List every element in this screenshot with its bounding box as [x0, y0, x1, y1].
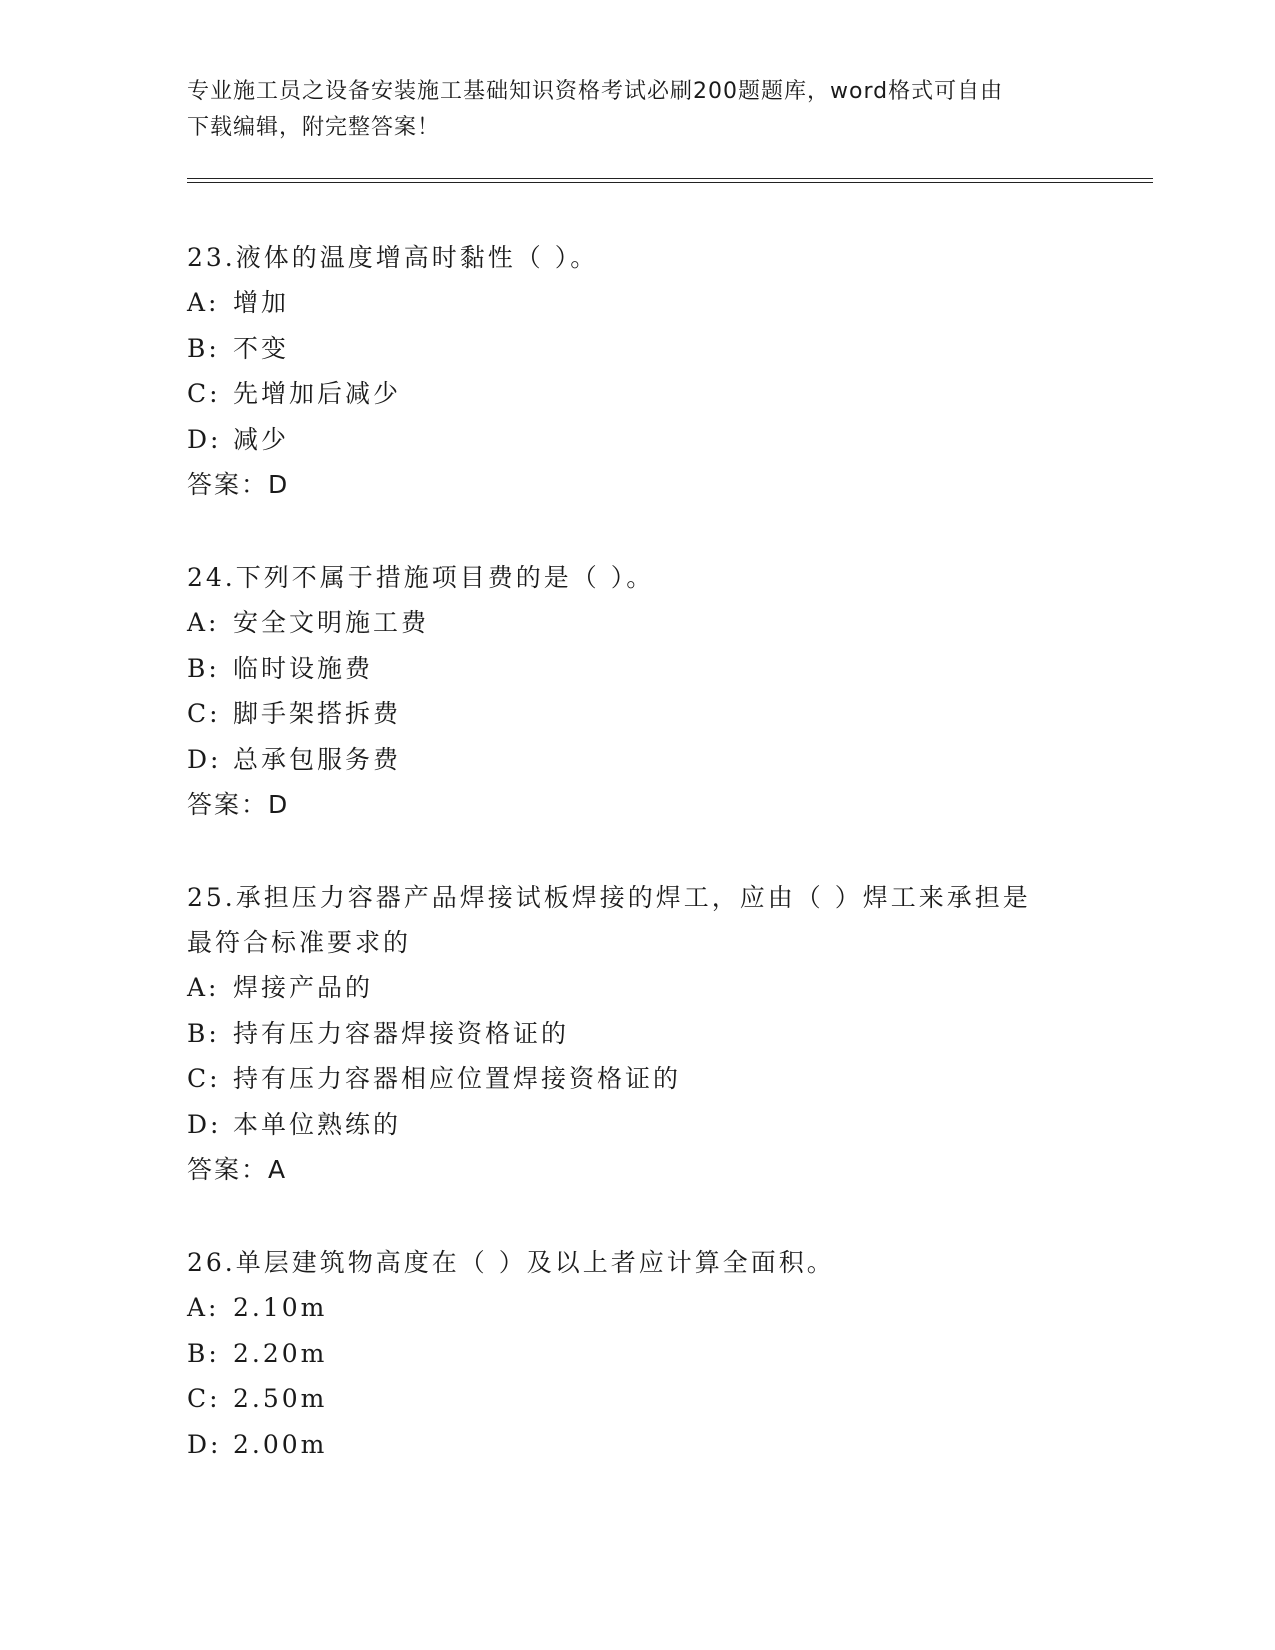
option-text: 2.10m [233, 1293, 328, 1322]
option-label: D: [187, 424, 222, 454]
option-a [187, 600, 1087, 646]
option-label: B: [187, 333, 220, 363]
option-d [187, 737, 1087, 783]
option-text: 2.00m [233, 1429, 328, 1459]
option-c [187, 1376, 1087, 1422]
question-26 [187, 1240, 1087, 1467]
option-label: D: [187, 1429, 222, 1459]
option-label: D: [187, 1109, 222, 1139]
question-text: 24.下列不属于措施项目费的是（ ）。 [187, 563, 655, 592]
option-b [187, 326, 1087, 372]
option-b [187, 1331, 1087, 1377]
option-label: D: [187, 744, 222, 774]
option-text: 临时设施费 [233, 653, 374, 683]
option-text: 不变 [233, 333, 290, 363]
option-label: A: [187, 608, 220, 637]
option-text: 2.20m [233, 1338, 328, 1368]
option-c [187, 1056, 1087, 1102]
header-line-2: 下载编辑，附完整答案！ [187, 115, 441, 140]
option-c [187, 691, 1087, 737]
option-text: 焊接产品的 [233, 973, 374, 1002]
option-label: A: [187, 1293, 220, 1322]
option-text: 脚手架搭拆费 [233, 699, 402, 728]
option-text: 本单位熟练的 [233, 1109, 402, 1139]
option-b [187, 1011, 1087, 1057]
option-label: C: [187, 1064, 221, 1093]
option-text: 安全文明施工费 [233, 608, 430, 637]
document-header [187, 74, 1087, 146]
option-a [187, 1285, 1087, 1331]
option-text: 持有压力容器相应位置焊接资格证的 [233, 1064, 682, 1093]
option-c [187, 371, 1087, 417]
option-text: 2.50m [233, 1384, 328, 1413]
question-text-line-1: 25.承担压力容器产品焊接试板焊接的焊工，应由（ ）焊工来承担是 [187, 883, 1031, 912]
header-divider-top [187, 178, 1153, 179]
option-a [187, 965, 1087, 1011]
question-23 [187, 235, 1087, 507]
option-d [187, 1422, 1087, 1468]
option-label: B: [187, 653, 220, 683]
question-text-line-2: 最符合标准要求的 [187, 928, 412, 957]
header-line-1: 专业施工员之设备安装施工基础知识资格考试必刷200题题库，word格式可自由 [187, 79, 1004, 104]
question-25 [187, 875, 1087, 1192]
option-text: 减少 [233, 424, 290, 454]
option-label: B: [187, 1338, 220, 1368]
option-d [187, 1102, 1087, 1148]
answer-text: 答案：D [187, 790, 290, 819]
answer-text: 答案：D [187, 470, 290, 499]
option-label: B: [187, 1018, 220, 1048]
option-label: C: [187, 699, 221, 728]
option-text: 总承包服务费 [233, 744, 402, 774]
option-a [187, 280, 1087, 326]
question-list [187, 235, 1087, 1515]
header-divider-bottom [187, 182, 1153, 183]
option-label: C: [187, 379, 221, 408]
option-b [187, 646, 1087, 692]
question-text [187, 875, 1087, 965]
option-text: 持有压力容器焊接资格证的 [233, 1018, 570, 1048]
option-label: A: [187, 288, 220, 317]
question-text: 23.液体的温度增高时黏性（ ）。 [187, 243, 599, 272]
option-label: A: [187, 973, 220, 1002]
option-d [187, 417, 1087, 463]
answer-text: 答案：A [187, 1155, 288, 1184]
question-text: 26.单层建筑物高度在（ ）及以上者应计算全面积。 [187, 1248, 835, 1277]
option-text: 增加 [233, 288, 290, 317]
option-text: 先增加后减少 [233, 379, 402, 408]
question-24 [187, 555, 1087, 827]
option-label: C: [187, 1384, 221, 1413]
